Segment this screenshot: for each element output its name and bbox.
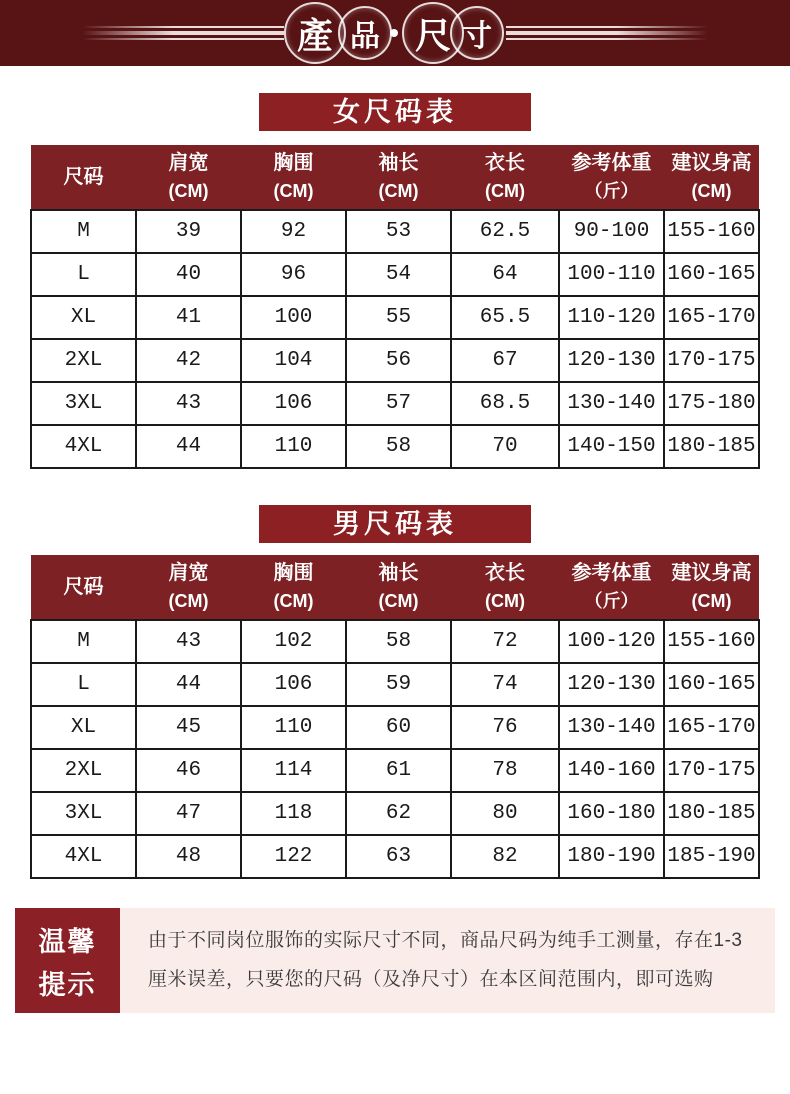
size-cell: 4XL: [31, 425, 136, 468]
value-cell: 104: [241, 339, 346, 382]
value-cell: 100-110: [559, 253, 664, 296]
value-cell: 65.5: [451, 296, 559, 339]
value-cell: 78: [451, 749, 559, 792]
size-cell: 4XL: [31, 835, 136, 878]
column-header: 衣长 (CM): [451, 145, 559, 210]
value-cell: 74: [451, 663, 559, 706]
column-header: 尺码: [31, 145, 136, 210]
banner-char: 產: [296, 14, 333, 57]
value-cell: 45: [136, 706, 241, 749]
banner-char: 寸: [462, 19, 492, 54]
banner-right-lines: [506, 26, 708, 40]
value-cell: 120-130: [559, 339, 664, 382]
column-header: 建议身高 (CM): [664, 555, 759, 620]
value-cell: 43: [136, 382, 241, 425]
value-cell: 110-120: [559, 296, 664, 339]
warm-tip-box: [15, 908, 775, 1013]
table-row: [31, 425, 759, 468]
size-cell: M: [31, 620, 136, 663]
value-cell: 114: [241, 749, 346, 792]
women-size-table: [30, 145, 760, 469]
men-size-table-title: 男尺码表: [259, 505, 531, 543]
value-cell: 62: [346, 792, 451, 835]
value-cell: 165-170: [664, 296, 759, 339]
value-cell: 82: [451, 835, 559, 878]
size-cell: 3XL: [31, 792, 136, 835]
table-row: [31, 749, 759, 792]
value-cell: 47: [136, 792, 241, 835]
value-cell: 46: [136, 749, 241, 792]
warm-tip-label-line: 提示: [38, 969, 97, 1000]
value-cell: 102: [241, 620, 346, 663]
table-row: [31, 339, 759, 382]
value-cell: 63: [346, 835, 451, 878]
value-cell: 54: [346, 253, 451, 296]
value-cell: 110: [241, 706, 346, 749]
table-row: [31, 210, 759, 253]
table-row: [31, 706, 759, 749]
value-cell: 118: [241, 792, 346, 835]
value-cell: 92: [241, 210, 346, 253]
column-header: 尺码: [31, 555, 136, 620]
value-cell: 170-175: [664, 749, 759, 792]
value-cell: 76: [451, 706, 559, 749]
value-cell: 100: [241, 296, 346, 339]
value-cell: 140-150: [559, 425, 664, 468]
warm-tip-label-line: 温馨: [38, 926, 97, 957]
table-row: [31, 620, 759, 663]
product-size-banner: [0, 0, 790, 66]
value-cell: 106: [241, 663, 346, 706]
value-cell: 160-165: [664, 663, 759, 706]
column-header: 建议身高 (CM): [664, 145, 759, 210]
value-cell: 106: [241, 382, 346, 425]
table-header-row: [31, 555, 759, 620]
value-cell: 90-100: [559, 210, 664, 253]
value-cell: 185-190: [664, 835, 759, 878]
value-cell: 58: [346, 425, 451, 468]
table-row: [31, 663, 759, 706]
value-cell: 140-160: [559, 749, 664, 792]
column-header: 胸围 (CM): [241, 555, 346, 620]
warm-tip-body: [120, 908, 775, 1013]
value-cell: 43: [136, 620, 241, 663]
value-cell: 41: [136, 296, 241, 339]
warm-tip-label: [15, 908, 120, 1013]
value-cell: 155-160: [664, 620, 759, 663]
value-cell: 80: [451, 792, 559, 835]
value-cell: 60: [346, 706, 451, 749]
value-cell: 180-190: [559, 835, 664, 878]
value-cell: 130-140: [559, 706, 664, 749]
value-cell: 61: [346, 749, 451, 792]
table-row: [31, 382, 759, 425]
size-cell: 3XL: [31, 382, 136, 425]
value-cell: 40: [136, 253, 241, 296]
banner-left-lines: [82, 26, 284, 40]
column-header: 肩宽 (CM): [136, 145, 241, 210]
value-cell: 175-180: [664, 382, 759, 425]
value-cell: 62.5: [451, 210, 559, 253]
column-header: 袖长 (CM): [346, 145, 451, 210]
column-header: 衣长 (CM): [451, 555, 559, 620]
warm-tip-text: 由于不同岗位服饰的实际尺寸不同，商品尺码为纯手工测量，存在1-3厘米误差，只要您的尺码（及净尺寸）在本区间范围内，即可选购: [148, 929, 743, 990]
banner-char-circle: [450, 6, 504, 60]
value-cell: 39: [136, 210, 241, 253]
value-cell: 56: [346, 339, 451, 382]
size-cell: L: [31, 253, 136, 296]
size-cell: XL: [31, 296, 136, 339]
column-header: 肩宽 (CM): [136, 555, 241, 620]
men-size-table: [30, 555, 760, 879]
value-cell: 70: [451, 425, 559, 468]
value-cell: 165-170: [664, 706, 759, 749]
value-cell: 96: [241, 253, 346, 296]
table-row: [31, 253, 759, 296]
column-header: 参考体重 （斤）: [559, 145, 664, 210]
value-cell: 130-140: [559, 382, 664, 425]
size-cell: L: [31, 663, 136, 706]
banner-char-circle: [338, 6, 392, 60]
value-cell: 110: [241, 425, 346, 468]
value-cell: 53: [346, 210, 451, 253]
column-header: 参考体重 （斤）: [559, 555, 664, 620]
table-row: [31, 792, 759, 835]
value-cell: 68.5: [451, 382, 559, 425]
value-cell: 120-130: [559, 663, 664, 706]
value-cell: 67: [451, 339, 559, 382]
banner-char: 尺: [414, 14, 451, 57]
value-cell: 160-180: [559, 792, 664, 835]
value-cell: 58: [346, 620, 451, 663]
banner-separator-dot: [390, 29, 398, 37]
value-cell: 180-185: [664, 792, 759, 835]
banner-char-circle: [284, 2, 346, 64]
column-header: 袖长 (CM): [346, 555, 451, 620]
value-cell: 64: [451, 253, 559, 296]
value-cell: 59: [346, 663, 451, 706]
value-cell: 160-165: [664, 253, 759, 296]
value-cell: 170-175: [664, 339, 759, 382]
table-header-row: [31, 145, 759, 210]
women-size-table-title: 女尺码表: [259, 93, 531, 131]
column-header: 胸围 (CM): [241, 145, 346, 210]
value-cell: 155-160: [664, 210, 759, 253]
value-cell: 44: [136, 425, 241, 468]
banner-char: 品: [350, 19, 380, 54]
size-cell: XL: [31, 706, 136, 749]
table-row: [31, 296, 759, 339]
table-row: [31, 835, 759, 878]
value-cell: 100-120: [559, 620, 664, 663]
value-cell: 48: [136, 835, 241, 878]
value-cell: 42: [136, 339, 241, 382]
value-cell: 55: [346, 296, 451, 339]
size-cell: 2XL: [31, 749, 136, 792]
size-cell: M: [31, 210, 136, 253]
size-cell: 2XL: [31, 339, 136, 382]
value-cell: 122: [241, 835, 346, 878]
value-cell: 44: [136, 663, 241, 706]
value-cell: 72: [451, 620, 559, 663]
value-cell: 180-185: [664, 425, 759, 468]
value-cell: 57: [346, 382, 451, 425]
